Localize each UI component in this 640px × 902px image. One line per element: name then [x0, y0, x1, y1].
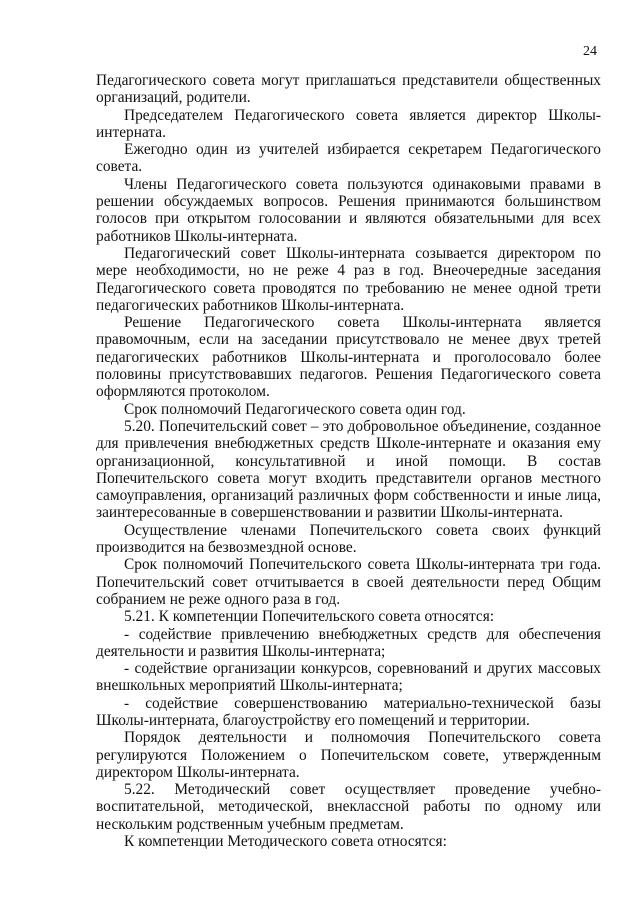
- paragraph-council-quorum: Решение Педагогического совета Школы-интерната является правомочным, если на заседании присутствовало не менее двух третей педагогических работников Школы-интерната и проголосовало более половины присутствовавших педагогов. Решения Педагогического совета оформляются протоколом.: [96, 314, 601, 401]
- paragraph-council-term: Срок полномочий Педагогического совета один год.: [124, 400, 466, 418]
- paragraph-board-term: Срок полномочий Попечительского совета Школы-интерната три года. Попечительский совет отчитывается в своей деятельности перед Общим собранием не реже одного раза в год.: [96, 556, 601, 608]
- page-number: 24: [583, 44, 597, 59]
- paragraph-section-5-22: 5.22. Методический совет осуществляет проведение учебно-воспитательной, методической, внеклассной работы по одному или нескольким родственным учебным предметам.: [96, 781, 601, 833]
- document-body: [96, 72, 601, 850]
- paragraph-council-secretary: Ежегодно один из учителей избирается секретарем Педагогического совета.: [96, 141, 601, 176]
- paragraph-methodical-council-competence: К компетенции Методического совета относятся:: [124, 833, 447, 851]
- list-item-extrabudgetary-funds: - содействие привлечению внебюджетных средств для обеспечения деятельности и развития Школы-интерната;: [96, 625, 601, 660]
- paragraph-board-free-basis: Осуществление членами Попечительского совета своих функций производится на безвозмездной основе.: [96, 521, 601, 557]
- paragraph-board-regulation: Порядок деятельности и полномочия Попечительского совета регулируются Положением о Попечительском совете, утвержденным директором Школы-интерната.: [96, 729, 601, 781]
- paragraph-section-5-21: 5.21. К компетенции Попечительского совета относятся:: [124, 608, 495, 626]
- paragraph-section-5-20: 5.20. Попечительский совет – это добровольное объединение, созданное для привлечения внебюджетных средств Школе-интернате и оказания ему организационной, консультативной и иной помощи. В состав Попечительского совета могут входить представители органов местного самоуправления, организаций различных форм собственности и иные лица, заинтересованные в совершенствовании и развитии Школы-интерната.: [96, 417, 601, 522]
- list-item-contests: - содействие организации конкурсов, соревнований и других массовых внешкольных мероприятий Школы-интерната;: [96, 660, 601, 695]
- paragraph-council-convening: Педагогический совет Школы-интерната созывается директором по мере необходимости, но не реже 4 раз в год. Внеочередные заседания Педагогического совета проводятся по требованию не менее одной трети педагогических работников Школы-интерната.: [96, 244, 601, 314]
- paragraph-council-members-rights: Члены Педагогического совета пользуются одинаковыми правами в решении обсуждаемых вопросов. Решения принимаются большинством голосов при открытом голосовании и являются обязательными для всех работников Школы-интерната.: [96, 175, 601, 245]
- paragraph-pedagogical-council-invitees: Педагогического совета могут приглашаться представители общественных организаций, родители.: [96, 72, 601, 107]
- paragraph-council-chairman: Председателем Педагогического совета является директор Школы-интерната.: [96, 106, 601, 141]
- list-item-material-base: - содействие совершенствованию материально-технической базы Школы-интерната, благоустройству его помещений и территории.: [96, 694, 601, 729]
